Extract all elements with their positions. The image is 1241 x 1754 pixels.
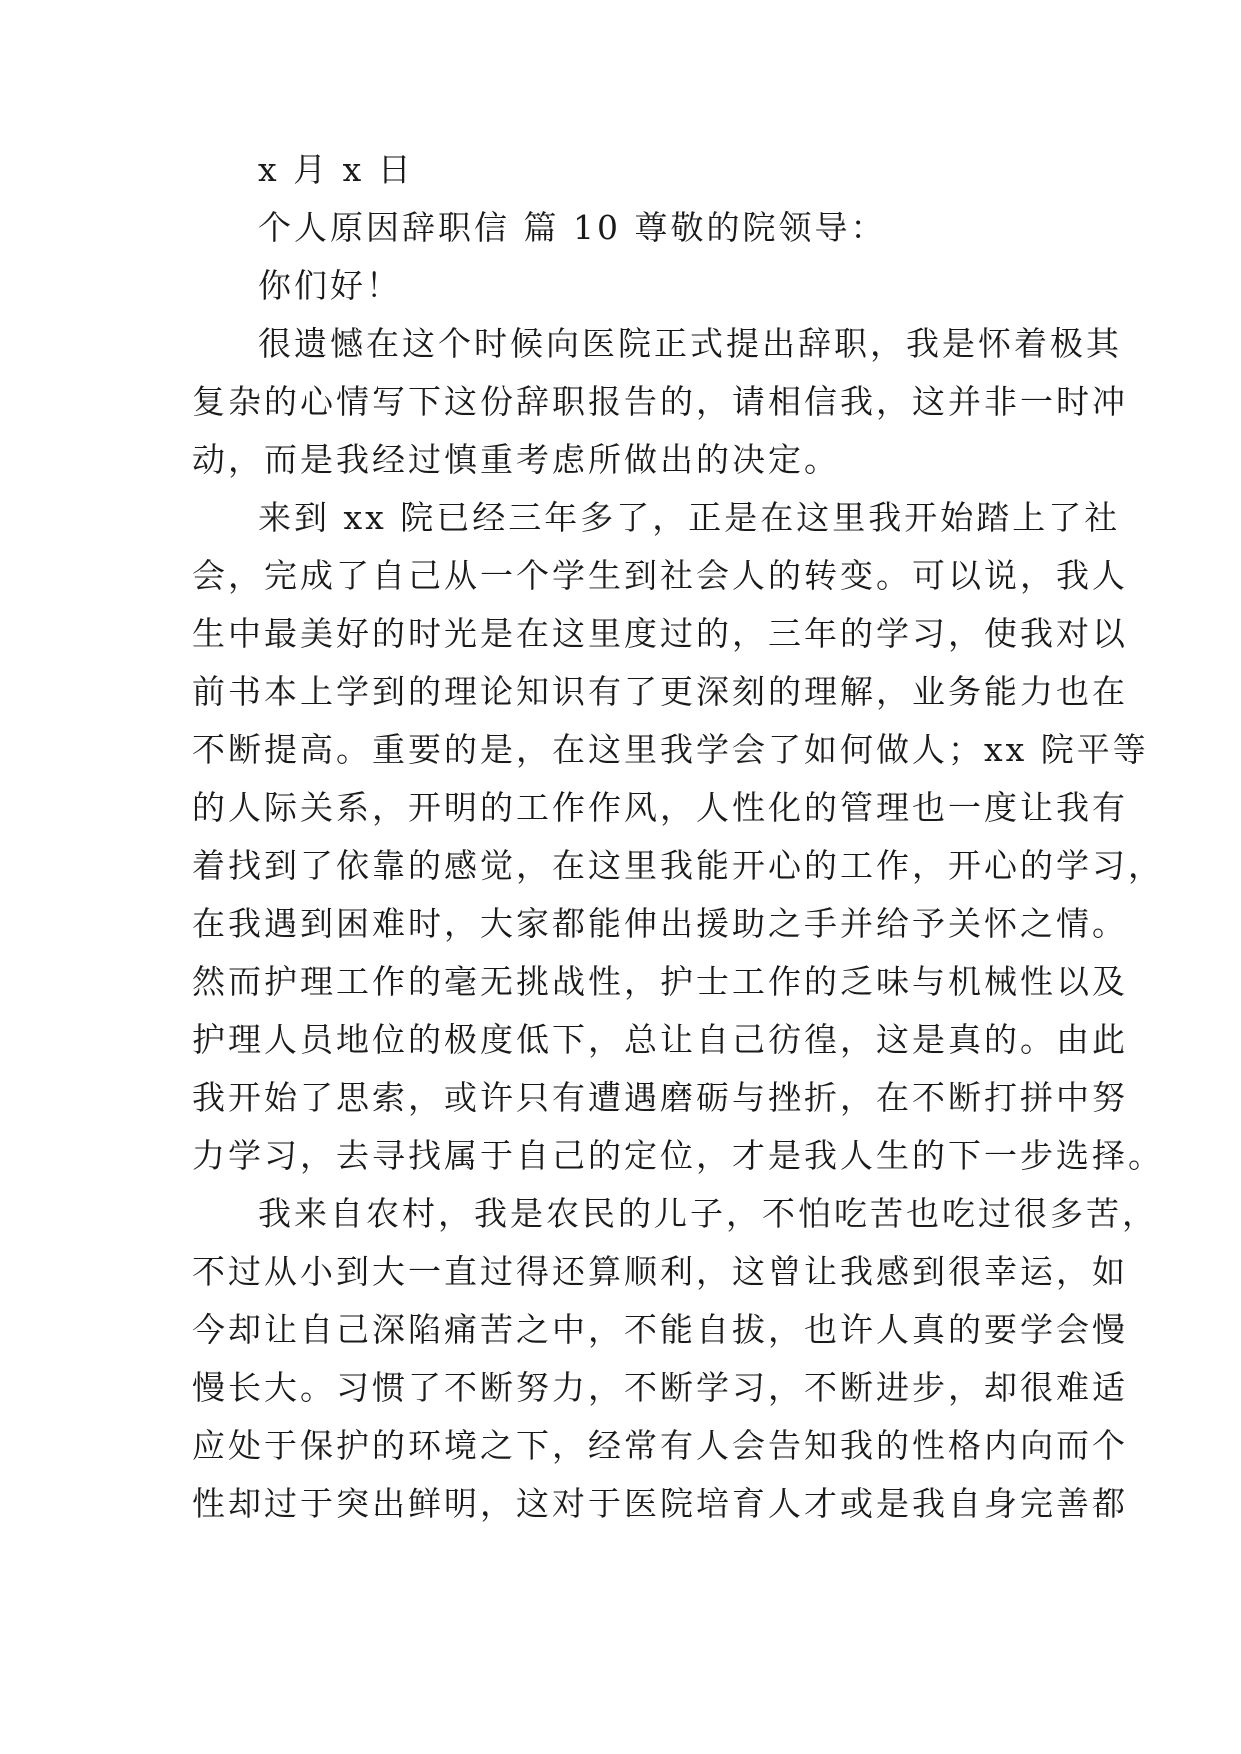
paragraph-3-line: 我来自农村，我是农民的儿子，不怕吃苦也吃过很多苦，	[258, 1194, 1158, 1233]
paragraph-2-line: 的人际关系，开明的工作作风，人性化的管理也一度让我有	[192, 788, 1128, 827]
letter-greeting: 你们好！	[258, 266, 402, 305]
paragraph-2-line: 我开始了思索，或许只有遭遇磨砺与挫折，在不断打拼中努	[192, 1078, 1128, 1117]
letter-date: x 月 x 日	[258, 150, 414, 189]
paragraph-2-line: 护理人员地位的极度低下，总让自己彷徨，这是真的。由此	[192, 1020, 1128, 1059]
paragraph-3-line: 今却让自己深陷痛苦之中，不能自拔，也许人真的要学会慢	[192, 1310, 1128, 1349]
paragraph-3-line: 应处于保护的环境之下，经常有人会告知我的性格内向而个	[192, 1426, 1128, 1465]
paragraph-2-line: 在我遇到困难时，大家都能伸出援助之手并给予关怀之情。	[192, 904, 1128, 943]
paragraph-3-line: 性却过于突出鲜明，这对于医院培育人才或是我自身完善都	[192, 1484, 1128, 1523]
paragraph-2-line: 生中最美好的时光是在这里度过的，三年的学习，使我对以	[192, 614, 1128, 653]
paragraph-1-line: 动，而是我经过慎重考虑所做出的决定。	[192, 440, 840, 479]
paragraph-2-line: 着找到了依靠的感觉，在这里我能开心的工作，开心的学习，	[192, 846, 1164, 885]
paragraph-2-line: 前书本上学到的理论知识有了更深刻的理解，业务能力也在	[192, 672, 1128, 711]
letter-title: 个人原因辞职信 篇 10 尊敬的院领导：	[258, 208, 887, 247]
paragraph-3-line: 慢长大。习惯了不断努力，不断学习，不断进步，却很难适	[192, 1368, 1128, 1407]
paragraph-2-line: 力学习，去寻找属于自己的定位，才是我人生的下一步选择。	[192, 1136, 1164, 1175]
paragraph-2-line: 然而护理工作的毫无挑战性，护士工作的乏味与机械性以及	[192, 962, 1128, 1001]
paragraph-1-line: 很遗憾在这个时候向医院正式提出辞职，我是怀着极其	[258, 324, 1122, 363]
paragraph-1-line: 复杂的心情写下这份辞职报告的，请相信我，这并非一时冲	[192, 382, 1128, 421]
paragraph-2-line: 来到 xx 院已经三年多了，正是在这里我开始踏上了社	[258, 498, 1121, 537]
paragraph-3-line: 不过从小到大一直过得还算顺利，这曾让我感到很幸运，如	[192, 1252, 1128, 1291]
paragraph-2-line: 会，完成了自己从一个学生到社会人的转变。可以说，我人	[192, 556, 1128, 595]
paragraph-2-line: 不断提高。重要的是，在这里我学会了如何做人；xx 院平等	[192, 730, 1149, 769]
